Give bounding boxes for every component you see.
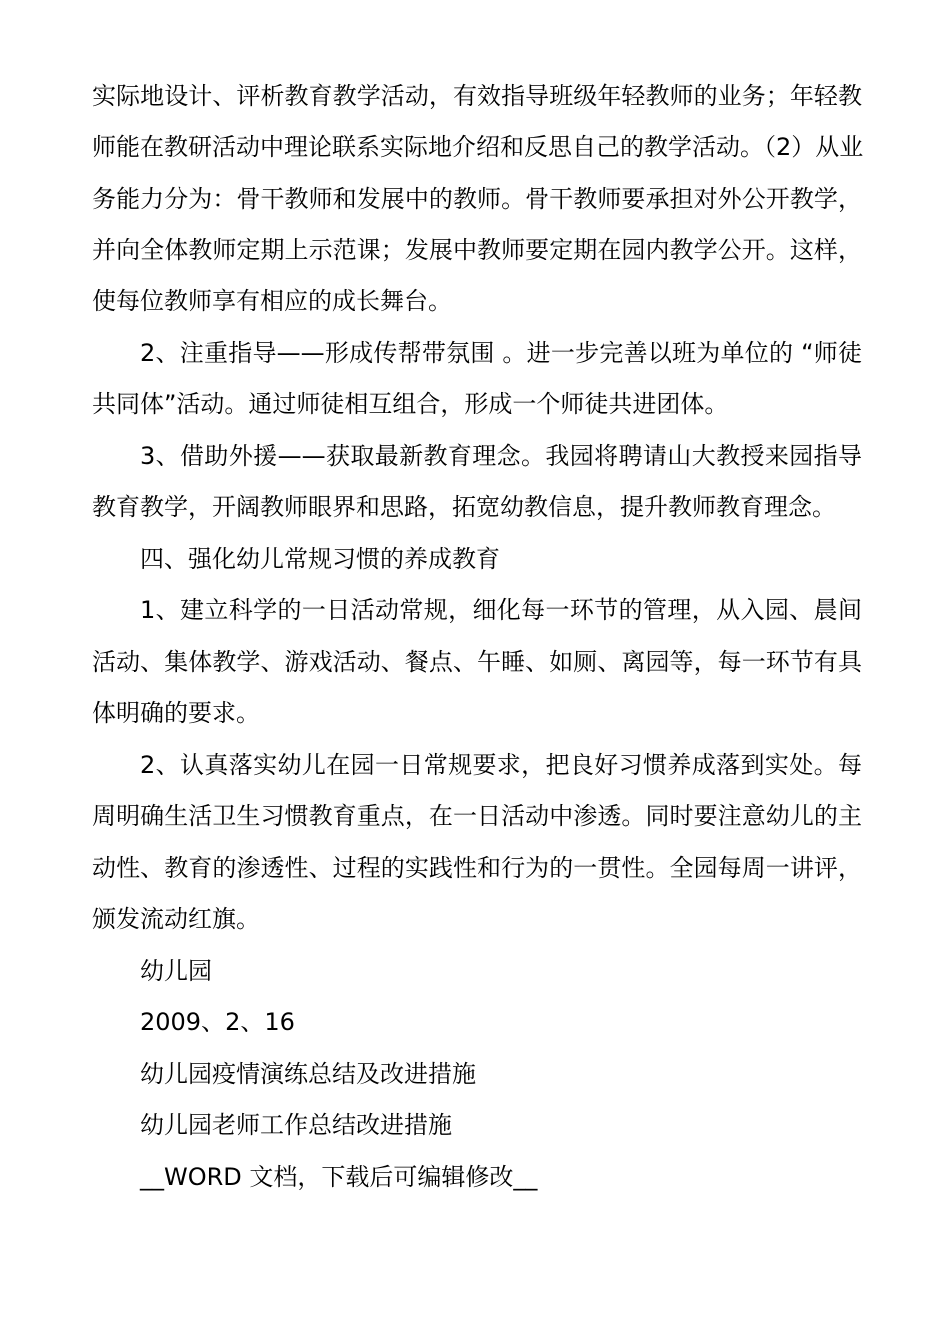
text-line: 动性、教育的渗透性、过程的实践性和行为的一贯性。全园每周一讲评， [92,854,862,882]
text-line: 使每位教师享有相应的成长舞台。 [92,287,452,315]
text-line: 并向全体教师定期上示范课；发展中教师要定期在园内教学公开。这样， [92,236,862,264]
signature-name: 幼儿园 [140,957,212,985]
text-line: 活动、集体教学、游戏活动、餐点、午睡、如厕、离园等，每一环节有具 [92,648,862,676]
text-line: 教育教学，开阔教师眼界和思路，拓宽幼教信息，提升教师教育理念。 [92,493,836,521]
footer-note: __WORD 文档，下载后可编辑修改__ [140,1163,538,1191]
related-title: 幼儿园疫情演练总结及改进措施 [140,1060,476,1088]
text-line: 2、注重指导——形成传帮带氛围 。进一步完善以班为单位的 “师徒 [140,339,862,367]
text-line: 2、认真落实幼儿在园一日常规要求，把良好习惯养成落到实处。每 [140,751,862,779]
text-line: 实际地设计、评析教育教学活动，有效指导班级年轻教师的业务；年轻教 [92,82,862,110]
text-line: 体明确的要求。 [92,699,260,727]
text-line: 师能在教研活动中理论联系实际地介绍和反思自己的教学活动。（2）从业 [92,133,864,161]
text-line: 颁发流动红旗。 [92,905,260,933]
section-heading: 四、强化幼儿常规习惯的养成教育 [140,545,500,573]
text-line: 务能力分为：骨干教师和发展中的教师。骨干教师要承担对外公开教学， [92,185,862,213]
text-line: 共同体”活动。通过师徒相互组合，形成一个师徒共进团体。 [92,390,729,418]
related-title: 幼儿园老师工作总结改进措施 [140,1111,452,1139]
text-line: 1、建立科学的一日活动常规，细化每一环节的管理，从入园、晨间 [140,596,862,624]
signature-date: 2009、2、16 [140,1008,295,1036]
text-line: 周明确生活卫生习惯教育重点，在一日活动中渗透。同时要注意幼儿的主 [92,802,862,830]
text-line: 3、借助外援——获取最新教育理念。我园将聘请山大教授来园指导 [140,442,862,470]
